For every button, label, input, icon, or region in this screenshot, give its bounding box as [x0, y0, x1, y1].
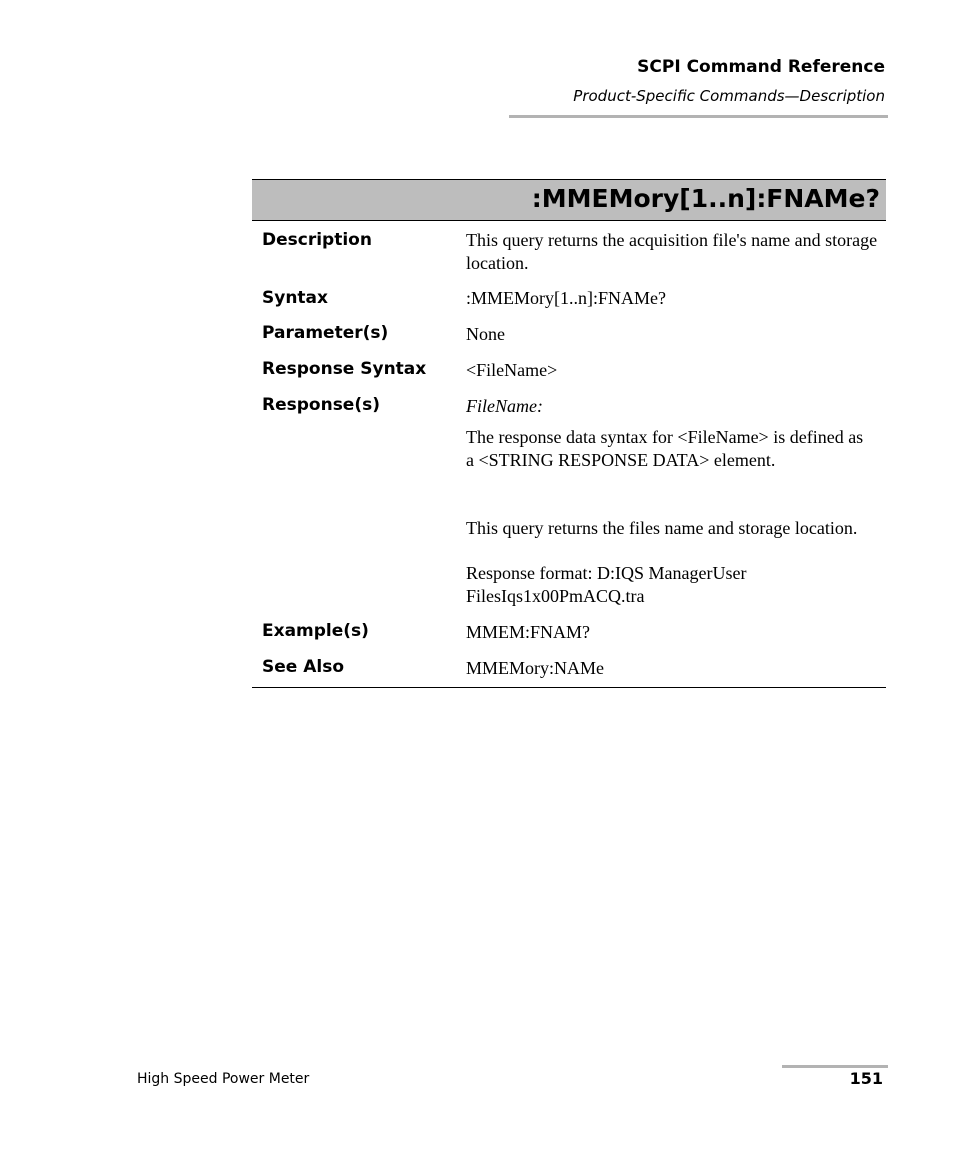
- parameters-label: Parameter(s): [262, 323, 389, 343]
- header-title: SCPI Command Reference: [637, 57, 885, 77]
- parameters-value: None: [466, 324, 505, 344]
- syntax-value: :MMEMory[1..n]:FNAMe?: [466, 288, 666, 308]
- response-syntax-value: <FileName>: [466, 360, 558, 380]
- responses-text-1: The response data syntax for <FileName> is defined as a <STRING RESPONSE DATA> element.: [466, 427, 864, 470]
- responses-text-2: This query returns the files name and storage location.: [466, 518, 858, 538]
- footer-product: High Speed Power Meter: [137, 1071, 310, 1087]
- header-rule: [509, 115, 888, 118]
- command-title: :MMEMory[1..n]:FNAMe?: [531, 184, 880, 213]
- responses-label: Response(s): [262, 395, 380, 415]
- command-bar: [252, 179, 886, 221]
- description-label: Description: [262, 230, 372, 250]
- responses-text-3: Response format: D:IQS ManagerUser FilesIqs1x00PmACQ.tra: [466, 563, 747, 606]
- examples-label: Example(s): [262, 621, 369, 641]
- page-number: 151: [849, 1069, 883, 1088]
- table-bottom-rule: [252, 687, 886, 688]
- description-value: This query returns the acquisition file's name and storage location.: [466, 230, 878, 273]
- see-also-value: MMEMory:NAMe: [466, 658, 604, 678]
- response-syntax-label: Response Syntax: [262, 359, 427, 379]
- responses-param-name: FileName:: [466, 396, 543, 416]
- header-subtitle: Product-Specific Commands—Description: [573, 87, 885, 105]
- syntax-label: Syntax: [262, 288, 328, 308]
- see-also-label: See Also: [262, 657, 345, 677]
- examples-value: MMEM:FNAM?: [466, 622, 591, 642]
- footer-rule: [782, 1065, 888, 1068]
